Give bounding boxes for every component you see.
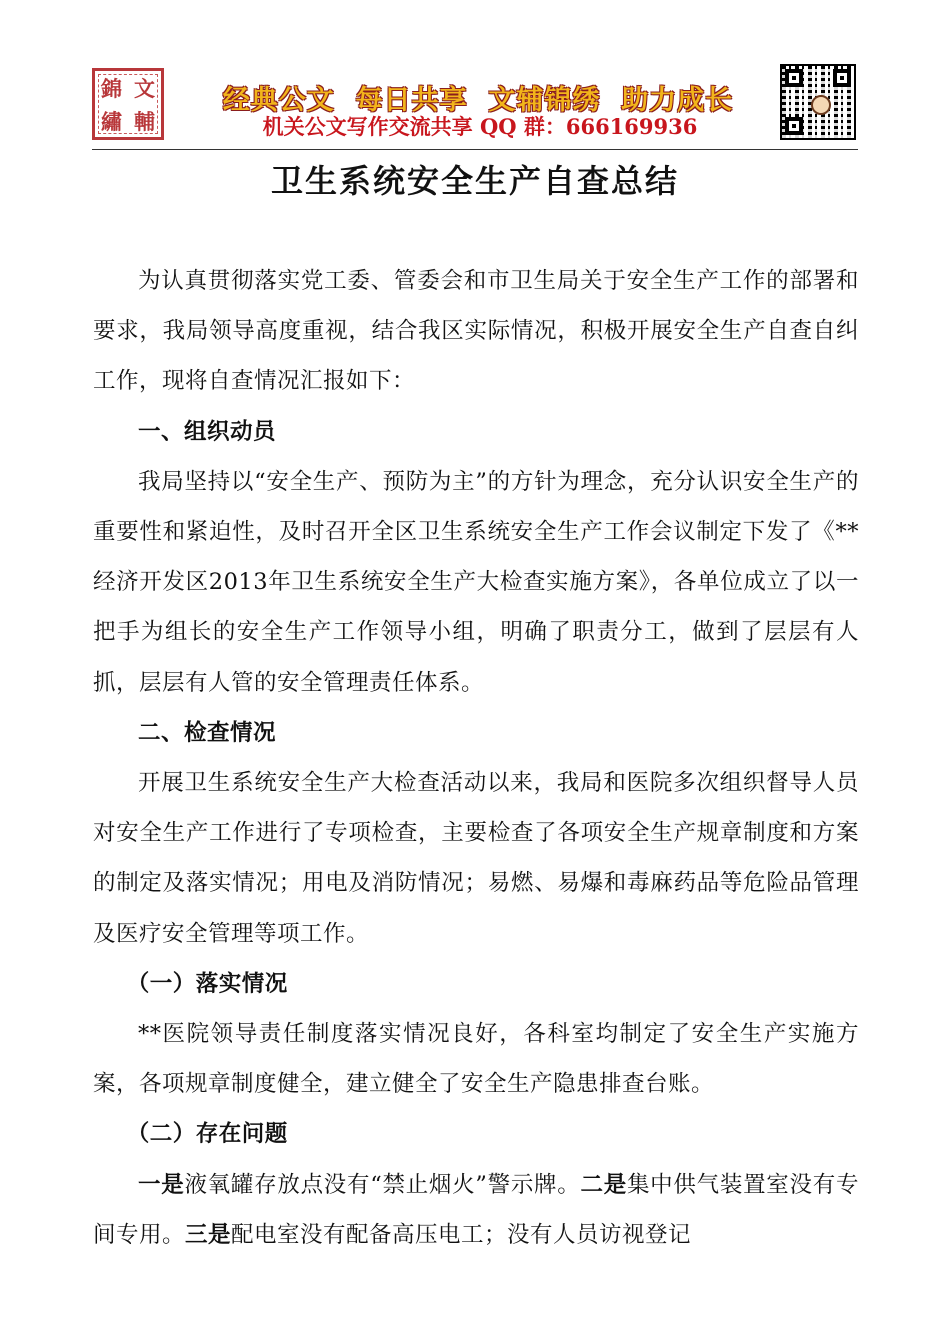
problem-lead: 一是: [138, 1171, 185, 1198]
section-heading: 一、组织动员: [138, 418, 277, 445]
seal-char: 輔: [134, 108, 155, 134]
section-heading: 二、检查情况: [138, 719, 277, 746]
page-title: 卫生系统安全生产自查总结: [270, 162, 679, 200]
subsection-heading: （二）存在问题: [126, 1121, 288, 1148]
seal-logo: [92, 68, 164, 140]
qq-group-line: 机关公文写作交流共享 QQ 群：666169936: [262, 114, 698, 139]
problem-text: 集中供气装置室没有专间专用。: [93, 1171, 859, 1248]
seal-char: 錦: [101, 75, 122, 101]
header-divider: [92, 149, 858, 150]
subsection-heading: （一）落实情况: [126, 970, 288, 997]
section-paragraph: 开展卫生系统安全生产大检查活动以来，我局和医院多次组织督导人员对安全生产工作进行了专项检查，主要检查了各项安全生产规章制度和方案的制定及落实情况；用电及消防情况；易燃、易爆和毒麻药品等危险品管理及医疗安全管理等项工作。: [93, 770, 859, 947]
problems-paragraph: [93, 1160, 859, 1260]
problem-text: 液氧罐存放点没有“禁止烟火”警示牌。: [184, 1171, 581, 1198]
intro-paragraph: 为认真贯彻落实党工委、管委会和市卫生局关于安全生产工作的部署和要求，我局领导高度重视，结合我区实际情况，积极开展安全生产自查自纠工作，现将自查情况汇报如下：: [93, 268, 859, 395]
seal-char: 文: [134, 75, 155, 101]
header-slogan: 经典公文 每日共享 文辅锦绣 助力成长: [222, 85, 734, 116]
problem-lead: 二是: [580, 1171, 627, 1198]
subsection-paragraph: **医院领导责任制度落实情况良好，各科室均制定了安全生产实施方案，各项规章制度健全，建立健全了安全生产隐患排查台账。: [93, 1021, 859, 1098]
document-header: [0, 0, 950, 160]
problem-text: 配电室没有配备高压电工；没有人员访视登记: [231, 1221, 692, 1248]
section-paragraph: 我局坚持以“安全生产、预防为主”的方针为理念，充分认识安全生产的重要性和紧迫性，及时召开全区卫生系统安全生产工作会议制定下发了《**经济开发区2013年卫生系统安全生产大检查实施方案》，各单位成立了以一把手为组长的安全生产工作领导小组，明确了职责分工，做到了层层有人抓，层层有人管的安全管理责任体系。: [93, 468, 859, 696]
problem-lead: 三是: [185, 1221, 232, 1248]
avatar: [811, 95, 831, 115]
document-body: [93, 256, 859, 1260]
qr-code-icon: [780, 64, 856, 140]
seal-char: 繡: [101, 108, 122, 134]
